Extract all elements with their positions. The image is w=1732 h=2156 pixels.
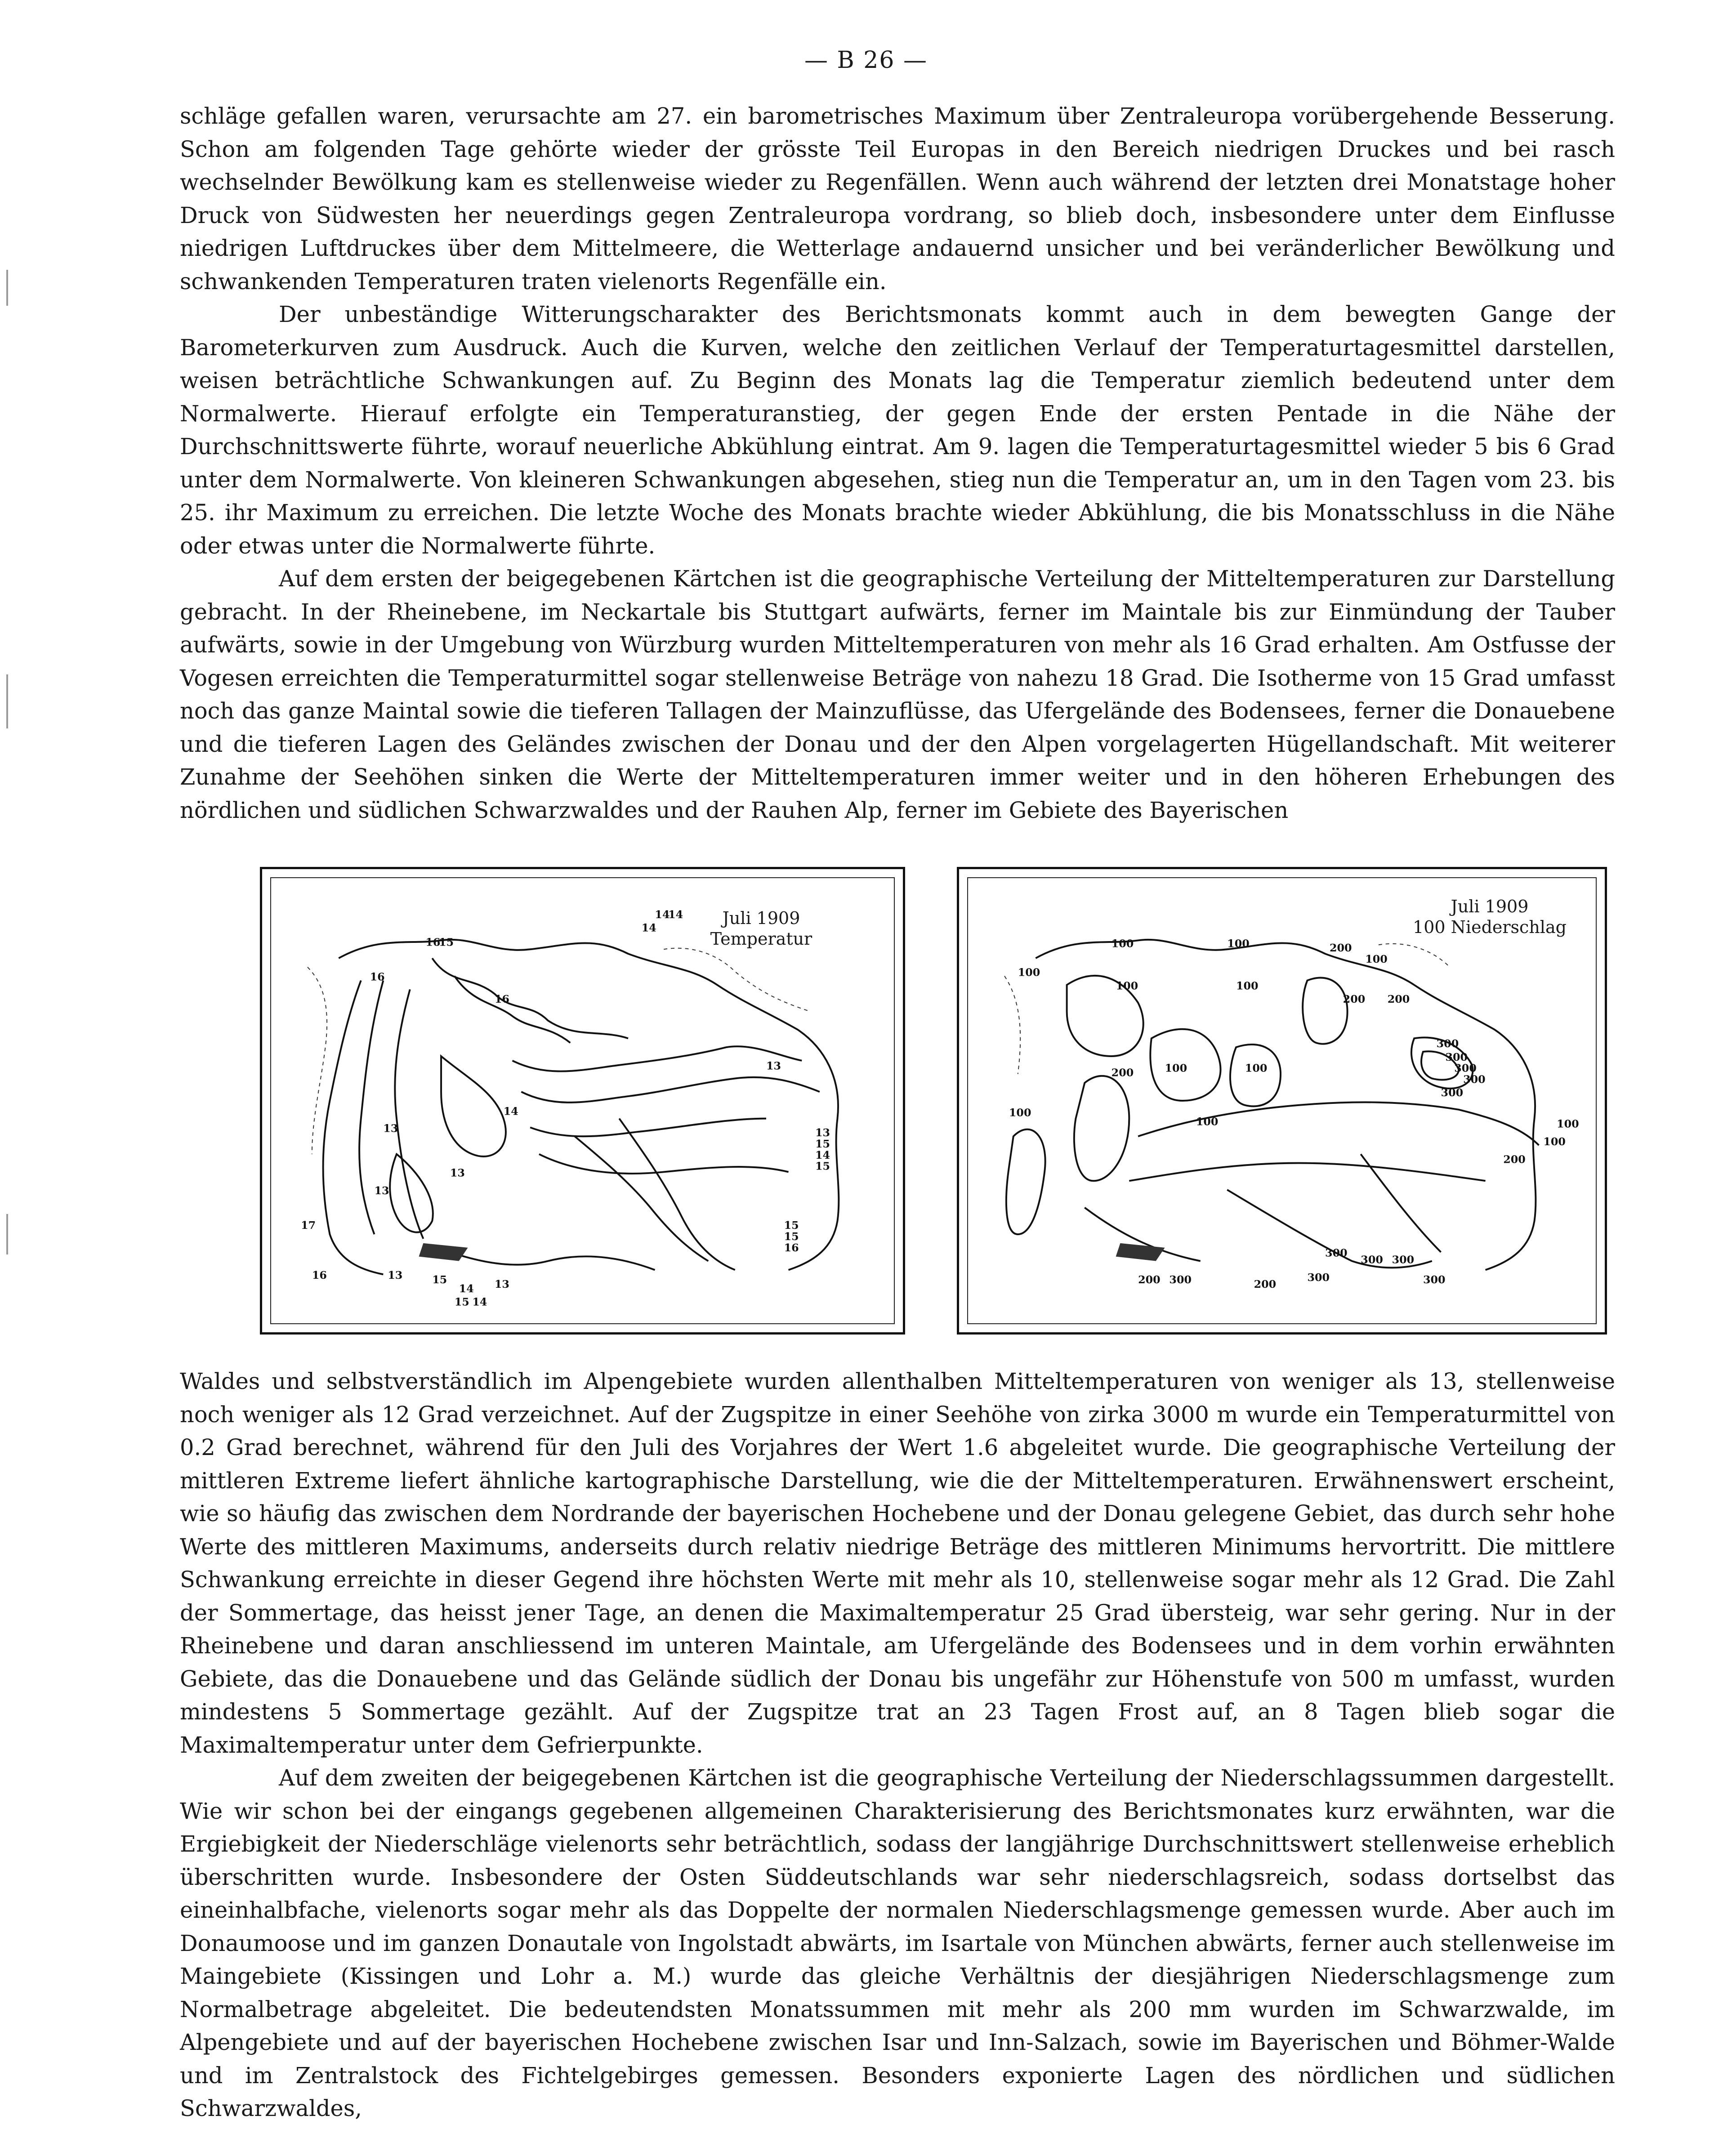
contour-label: 14 [668, 908, 683, 921]
contour-label: 200 [1111, 1066, 1134, 1079]
contour-label: 300 [1445, 1050, 1468, 1063]
contour-label: 200 [1343, 993, 1366, 1006]
contour-label: 16 [370, 970, 385, 983]
contour-label: 14 [503, 1105, 518, 1118]
contour-label: 100 [1543, 1135, 1566, 1148]
temperature-map-title [694, 908, 829, 949]
contour-label: 100 [1245, 1062, 1268, 1075]
contour-label: 100 [1111, 937, 1134, 950]
contour-label: 13 [388, 1269, 403, 1282]
contour-label: 15 [454, 1295, 469, 1308]
paragraph: schläge gefallen waren, verursachte am 27. ein barometrisches Maximum über Zentraleuropa vorübergehende Besserung. Schon am folgenden Tage gehörte wieder der grösste Teil Europas in den Bereich niedrigen Druckes und bei rasch wechselnder Bewölkung kam es stellenweise wieder zu Regenfällen. Wenn auch während der letzten drei Monatstage hoher Druck von Südwesten her neuerdings gegen Zentraleuropa vordrang, so blieb doch, insbesondere unter dem Einflusse niedrigen Luftdruckes über dem Mittelmeere, die Wetterlage andauernd unsicher und bei veränderlicher Bewölkung und schwankenden Temperaturen traten vielenorts Regenfälle ein. [180, 103, 1615, 295]
contour-label: 16 [312, 1269, 327, 1282]
contour-label: 200 [1387, 993, 1410, 1006]
contour-label: 100 [1009, 1106, 1031, 1119]
page-number: — B 26 — [804, 47, 928, 74]
contour-label: 100 [1196, 1115, 1219, 1128]
temperature-map [260, 867, 905, 1335]
temperature-map-labels [301, 908, 830, 1308]
contour-label: 15 [784, 1219, 799, 1232]
map-title-line: Juli 1909 [1451, 897, 1529, 916]
contour-label: 14 [641, 921, 656, 934]
contour-label: 16 [425, 936, 441, 949]
contour-label: 13 [450, 1166, 465, 1179]
contour-label: 15 [784, 1230, 799, 1243]
contour-label: 300 [1325, 1246, 1348, 1259]
contour-label: 100 [1365, 952, 1388, 965]
scan-edge-mark [6, 674, 8, 728]
contour-label: 100 [1227, 937, 1250, 950]
body-text-bottom [180, 1365, 1615, 2125]
map-title-line: Temperatur [710, 929, 812, 949]
contour-label: 15 [815, 1160, 830, 1173]
contour-label: 200 [1254, 1277, 1277, 1290]
precipitation-map-title [1409, 896, 1571, 937]
contour-label: 200 [1138, 1273, 1161, 1286]
contour-label: 14 [655, 908, 670, 921]
paragraph: Waldes und selbstverständlich im Alpengebiete wurden allenthalben Mitteltemperaturen von weniger als 13, stellenweise noch weniger als 12 Grad verzeichnet. Auf der Zugspitze in einer Seehöhe von zirka 3000 m wurde ein Temperaturmittel von 0.2 Grad berechnet, während für den Juli des Vorjahres der Wert 1.6 abgeleitet wurde. Die geographische Verteilung der mittleren Extreme liefert ähnliche kartographische Darstellung, wie die der Mitteltemperaturen. Erwähnenswert erscheint, wie so häufig das zwischen dem Nordrande der bayerischen Hochebene und der Donau gelegene Gebiet, das durch sehr hohe Werte des mittleren Maximums, anderseits durch relativ niedrige Beträge des mittleren Minimums hervortritt. Die mittlere Schwankung erreichte in dieser Gegend ihre höchsten Werte mit mehr als 10, stellenweise sogar mehr als 12 Grad. Die Zahl der Sommertage, das heisst jener Tage, an denen die Maximaltemperatur 25 Grad übersteig, war sehr gering. Nur in der Rheinebene und daran anschliessend im unteren Maintale, am Ufergelände des Bodensees und in dem vorhin erwähnten Gebiete, das die Donauebene und das Gelände südlich der Donau bis ungefähr zur Höhenstufe von 500 m umfasst, wurden mindestens 5 Sommertage gezählt. Auf der Zugspitze trat an 23 Tagen Frost auf, an 8 Tagen blieb sogar die Maximaltemperatur unter dem Gefrierpunkte. [180, 1368, 1615, 1758]
body-text-top [180, 100, 1615, 827]
contour-label: 16 [784, 1241, 799, 1254]
contour-label: 300 [1169, 1273, 1192, 1286]
contour-label: 300 [1436, 1037, 1459, 1050]
contour-label: 17 [301, 1219, 316, 1232]
paragraph: Auf dem zweiten der beigegebenen Kärtchen ist die geographische Verteilung der Niederschlagssummen dargestellt. Wie wir schon bei der eingangs gegebenen allgemeinen Charakterisierung des Berichtsmonates kurz erwähnten, war die Ergiebigkeit der Niederschläge vielenorts sehr beträchtlich, sodass der langjährige Durchschnittswert stellenweise erheblich überschritten wurde. Insbesondere der Osten Süddeutschlands war sehr niederschlagsreich, sodass dortselbst das eineinhalbfache, vielenorts sogar mehr als das Doppelte der normalen Niederschlagsmenge gemessen wurde. Aber auch im Donaumoose und im ganzen Donautale von Ingolstadt abwärts, im Isartale von München abwärts, ferner auch stellenweise im Maingebiete (Kissingen und Lohr a. M.) wurde das gleiche Verhältnis der diesjährigen Niederschlagsmenge zum Normalbetrage abgeleitet. Die bedeutendsten Monatssummen mit mehr als 200 mm wurden im Schwarzwalde, im Alpengebiete und auf der bayerischen Hochebene zwischen Isar und Inn-Salzach, sowie im Bayerischen und Böhmer-Walde und im Zentralstock des Fichtelgebirges gemessen. Besonders exponierte Lagen des nördlichen und südlichen Schwarzwaldes, [180, 1765, 1615, 2121]
contour-label: 300 [1307, 1271, 1330, 1284]
contour-label: 100 [1116, 979, 1138, 992]
contour-label: 15 [439, 936, 454, 949]
contour-label: 16 [494, 993, 509, 1006]
contour-label: 100 [1018, 966, 1040, 979]
contour-label: 300 [1454, 1062, 1477, 1075]
paragraph: Der unbeständige Witterungscharakter des Berichtsmonats kommt auch in dem bewegten Gange der Barometerkurven zum Ausdruck. Auch die Kurven, welche den zeitlichen Verlauf der Temperaturtagesmittel darstellen, weisen beträchtliche Schwankungen auf. Zu Beginn des Monats lag die Temperatur ziemlich bedeutend unter dem Normalwerte. Hierauf erfolgte ein Temperaturanstieg, der gegen Ende der ersten Pentade in die Nähe der Durchschnittswerte führte, worauf neuerliche Abkühlung eintrat. Am 9. lagen die Temperaturtagesmittel wieder 5 bis 6 Grad unter dem Normalwerte. Von kleineren Schwankungen abgesehen, stieg nun die Temperatur an, um in den Tagen vom 23. bis 25. ihr Maximum zu erreichen. Die letzte Woche des Monats brachte wieder Abkühlung, die bis Monatsschluss in die Nähe oder etwas unter die Normalwerte führte. [180, 301, 1615, 559]
precipitation-map [957, 867, 1607, 1335]
scan-edge-mark [6, 1214, 8, 1254]
precipitation-map-labels [1009, 937, 1579, 1290]
contour-label: 300 [1441, 1086, 1464, 1099]
contour-label: 14 [459, 1282, 474, 1295]
contour-label: 100 [1236, 979, 1259, 992]
contour-label: 100 [1557, 1117, 1579, 1130]
contour-label: 300 [1463, 1073, 1486, 1086]
contour-label: 13 [374, 1184, 389, 1197]
contour-label: 100 [1165, 1062, 1187, 1075]
scan-edge-mark [6, 270, 8, 306]
contour-label: 200 [1503, 1153, 1526, 1166]
paragraph: Auf dem ersten der beigegebenen Kärtchen ist die geographische Verteilung der Mitteltemperaturen zur Darstellung gebracht. In der Rheinebene, im Neckartale bis Stuttgart aufwärts, ferner im Maintale bis zur Einmündung der Tauber aufwärts, sowie in der Umgebung von Würzburg wurden Mitteltemperaturen von mehr als 16 Grad erhalten. Am Ostfusse der Vogesen erreichten die Temperaturmittel sogar stellenweise Beträge von nahezu 18 Grad. Die Isotherme von 15 Grad umfasst noch das ganze Maintal sowie die tieferen Tallagen der Mainzuflüsse, das Ufergelände des Bodensees, ferner die Donauebene und die tieferen Lagen des Geländes zwischen der Donau und der den Alpen vorgelagerten Hügellandschaft. Mit weiterer Zunahme der Seehöhen sinken die Werte der Mitteltemperaturen immer weiter und in den höheren Erhebungen des nördlichen und südlichen Schwarzwaldes und der Rauhen Alp, ferner im Gebiete des Bayerischen [180, 566, 1615, 823]
contour-label: 15 [815, 1137, 830, 1150]
contour-label: 14 [472, 1295, 487, 1308]
map-title-line: 100 Niederschlag [1413, 917, 1567, 937]
contour-label: 13 [766, 1059, 781, 1072]
contour-label: 13 [494, 1277, 509, 1290]
contour-label: 15 [432, 1273, 447, 1286]
contour-label: 300 [1392, 1253, 1415, 1266]
contour-label: 300 [1361, 1253, 1383, 1266]
contour-label: 300 [1423, 1273, 1446, 1286]
contour-label: 14 [815, 1148, 830, 1161]
contour-label: 200 [1329, 942, 1352, 955]
contour-label: 13 [815, 1126, 830, 1139]
contour-label: 13 [383, 1122, 398, 1135]
precipitation-map-drawing [959, 869, 1605, 1332]
map-title-line: Juli 1909 [722, 908, 800, 928]
